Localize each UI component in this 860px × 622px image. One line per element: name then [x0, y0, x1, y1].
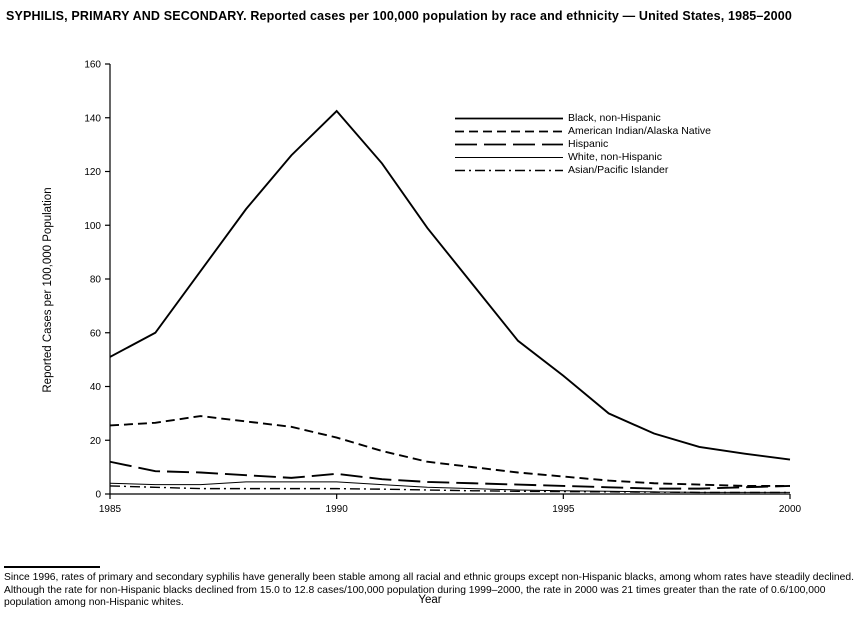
legend-item: [455, 138, 785, 151]
svg-text:1985: 1985: [98, 504, 122, 515]
svg-text:80: 80: [89, 274, 101, 286]
legend-label: Hispanic: [568, 138, 609, 150]
svg-text:160: 160: [84, 59, 101, 71]
legend-key-hispanic: [455, 138, 563, 151]
svg-text:120: 120: [84, 167, 101, 178]
y-axis-title: Reported Cases per 100,000 Population: [42, 187, 54, 393]
svg-text:100: 100: [84, 220, 101, 232]
legend-item: [455, 164, 785, 177]
series-line: [110, 462, 790, 489]
legend-label: Black, non-Hispanic: [568, 112, 661, 124]
legend-key-black-non-hispanic: [455, 112, 563, 125]
chart-legend: [455, 112, 785, 177]
y-axis-ticks: [84, 60, 110, 501]
svg-text:20: 20: [89, 435, 101, 447]
legend-key-american-indian-alaska-native: [455, 125, 563, 138]
footnote-divider: [4, 566, 100, 568]
legend-key-asian-pacific-islander: [455, 164, 563, 177]
x-axis-title: Year: [418, 594, 442, 606]
x-axis-ticks: [99, 494, 802, 515]
svg-text:1990: 1990: [325, 504, 348, 515]
legend-label: White, non-Hispanic: [568, 151, 662, 163]
legend-item: [455, 125, 785, 138]
legend-item: [455, 112, 785, 125]
legend-label: American Indian/Alaska Native: [568, 125, 711, 137]
svg-text:60: 60: [89, 328, 101, 340]
svg-text:0: 0: [95, 489, 101, 501]
series-line: [110, 486, 790, 492]
svg-text:140: 140: [84, 113, 101, 125]
legend-key-white-non-hispanic: [455, 151, 563, 164]
legend-item: [455, 151, 785, 164]
legend-label: Asian/Pacific Islander: [568, 164, 669, 176]
series-line: [110, 416, 790, 486]
page-title: SYPHILIS, PRIMARY AND SECONDARY. Reported cases per 100,000 population by race and ethnicity — United States, 1985–2000: [6, 9, 792, 23]
footnote-text: Since 1996, rates of primary and secondary syphilis have generally been stable among all racial and ethnic groups except non-Hispanic blacks, among whom rates have steadily declined. Although the rate for non-Hispanic blacks declined from 15.0 to 12.8 cases/100,000 population during 1999–2000, the rate in 2000 was 21 times greater than the rate of 0.6/100,000 population among non-Hispanic whites.: [4, 572, 854, 609]
svg-text:40: 40: [89, 382, 101, 393]
svg-text:2000: 2000: [778, 504, 802, 515]
svg-text:1995: 1995: [552, 504, 575, 515]
